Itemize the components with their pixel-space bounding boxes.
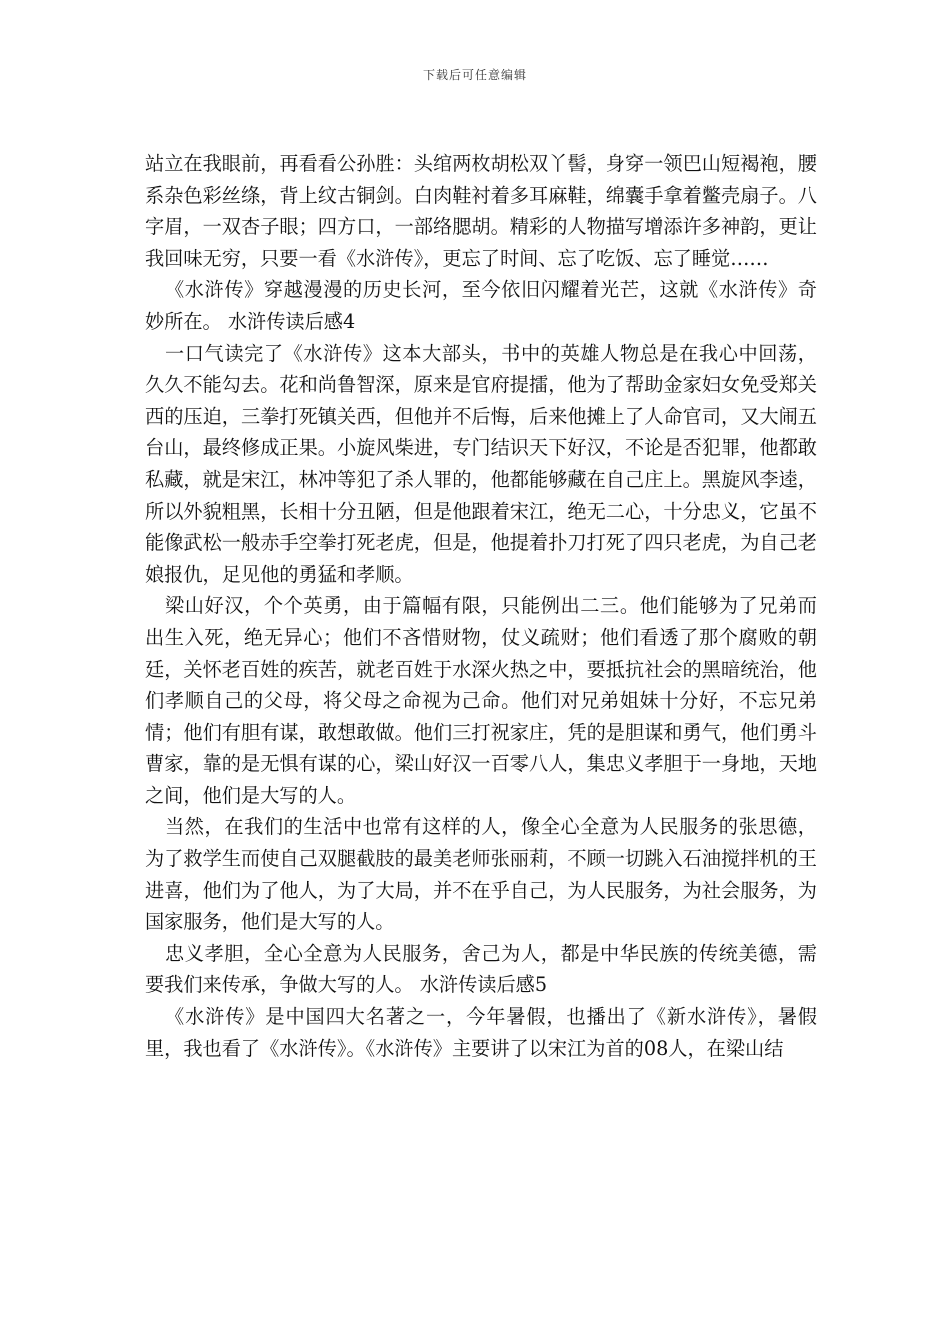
paragraph-four-classics: 《水浒传》是中国四大名著之一，今年暑假，也播出了《新水浒传》，暑假里，我也看了《水浒传》。《水浒传》主要讲了以宋江为首的08人，在梁山结 xyxy=(145,1005,817,1060)
header-note: 下载后可任意编辑 xyxy=(422,68,527,82)
body-text xyxy=(145,148,817,1064)
paragraph-heroes: 一口气读完了《水浒传》这本大部头，书中的英雄人物总是在我心中回荡，久久不能勾去。花和尚鲁智深，原来是官府提擂，他为了帮助金家妇女免受郑关西的压迫，三拳打死镇关西，但他并不后悔，后来他摊上了人命官司，又大闹五台山，最终修成正果。小旋风柴进，专门结识天下好汉，不论是否犯罪，他都敢私藏，就是宋江，林冲等犯了杀人罪的，他都能够藏在自己庄上。黑旋风李逵，所以外貌粗黑，长相十分丑陋，但是他跟着宋江，绝无二心，十分忠义，它虽不能像武松一般赤手空拳打死老虎，但是，他提着扑刀打死了四只老虎，为自己老娘报仇，足见他的勇猛和孝顺。 xyxy=(145,341,817,586)
paragraph-modern-examples: 当然，在我们的生活中也常有这样的人，像全心全意为人民服务的张思德，为了救学生而使自己双腿截肢的最美老师张丽莉，不顾一切跳入石油搅拌机的王进喜，他们为了他人，为了大局，并不在乎自己，为人民服务，为社会服务，为国家服务，他们是大写的人。 xyxy=(145,815,817,934)
paragraph-summary-4: 《水浒传》穿越漫漫的历史长河，至今依旧闪耀着光芒，这就《水浒传》奇妙所在。 水浒传读后感4 xyxy=(145,278,817,333)
paragraph-liangshan: 梁山好汉，个个英勇，由于篇幅有限，只能例出二三。他们能够为了兄弟而出生入死，绝无异心；他们不吝惜财物，仗义疏财；他们看透了那个腐败的朝廷，关怀老百姓的疾苦，就老百姓于水深火热之中，要抵抗社会的黑暗统治，他们孝顺自己的父母，将父母之命视为己命。他们对兄弟姐妹十分好，不忘兄弟情；他们有胆有谋，敢想敢做。他们三打祝家庄，凭的是胆谋和勇气，他们勇斗曹家，靠的是无惧有谋的心，梁山好汉一百零八人，集忠义孝胆于一身地，天地之间，他们是大写的人。 xyxy=(145,594,817,807)
paragraph-virtues-5: 忠义孝胆，全心全意为人民服务，舍己为人，都是中华民族的传统美德，需要我们来传承，争做大写的人。 水浒传读后感5 xyxy=(145,941,817,997)
paragraph-gongsunsheng: 站立在我眼前，再看看公孙胜：头绾两枚胡松双丫髻，身穿一领巴山短褐袍，腰系杂色彩丝绦，背上纹古铜剑。白肉鞋衬着多耳麻鞋，绵囊手拿着鳖壳扇子。八字眉，一双杏子眼；四方口，一部络腮胡。精彩的人物描写增添许多神韵，更让我回味无穷，只要一看《水浒传》，更忘了时间、忘了吃饭、忘了睡觉…… xyxy=(145,152,817,270)
